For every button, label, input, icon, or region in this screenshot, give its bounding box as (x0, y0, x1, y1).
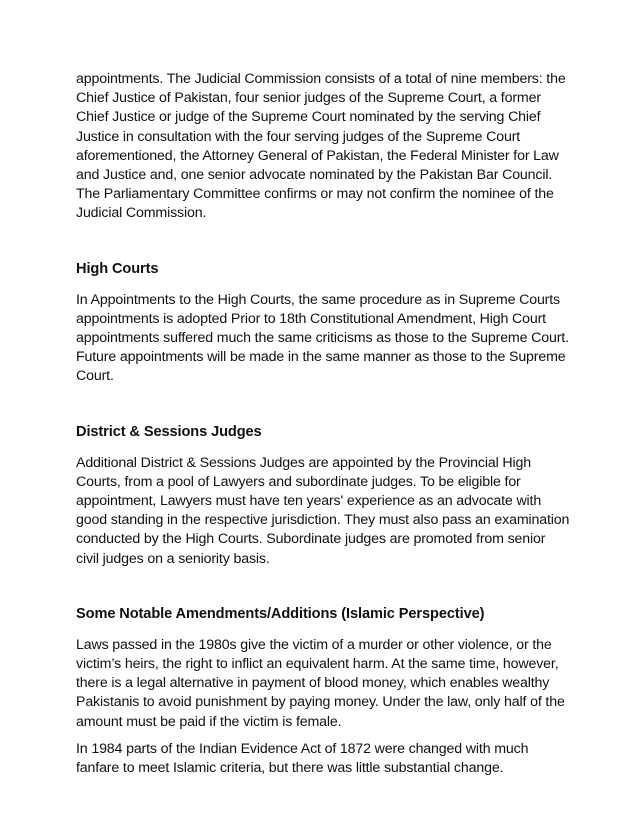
section-heading-district-sessions-judges: District & Sessions Judges (76, 423, 262, 440)
section-high-courts (76, 260, 570, 387)
intro-paragraph: appointments. The Judicial Commission consists of a total of nine members: the Chief Justice of Pakistan, four senior judges of the Supreme Court, a former Chief Justice or judge of the Supreme Court nominated by the serving Chief Justice in consultation with the four serving judges of the Supreme Court aforementioned, the Attorney General of Pakistan, the Federal Minister for Law and Justice and, one senior advocate nominated by the Pakistan Bar Council. The Parliamentary Committee confirms or may not confirm the nominee of the Judicial Commission. (76, 71, 566, 222)
section-paragraph: In 1984 parts of the Indian Evidence Act of 1872 were changed with much fanfare to meet Islamic criteria, but there was little substantial change. (76, 740, 529, 777)
document-page (76, 70, 570, 778)
section-paragraph: In Appointments to the High Courts, the same procedure as in Supreme Courts appointments is adopted Prior to 18th Constitutional Amendment, High Court appointments suffered much the same criticisms as those to the Supreme Court. Future appointments will be made in the same manner as those to the Supreme Court. (76, 291, 569, 385)
section-heading-notable-amendments: Some Notable Amendments/Additions (Islamic Perspective) (76, 605, 485, 622)
section-district-sessions-judges (76, 423, 570, 569)
section-heading-high-courts: High Courts (76, 260, 159, 277)
section-notable-amendments (76, 605, 570, 778)
section-paragraph: Laws passed in the 1980s give the victim of a murder or other violence, or the victim’s heirs, the right to inflict an equivalent harm. At the same time, however, there is a legal alternative in payment of blood money, which enables wealthy Pakistanis to avoid punishment by paying money. Under the law, only half of the amount must be paid if the victim is female. (76, 636, 565, 730)
section-paragraph: Additional District & Sessions Judges are appointed by the Provincial High Courts, from a pool of Lawyers and subordinate judges. To be eligible for appointment, Lawyers must have ten years' experience as an advocate with good standing in the respective jurisdiction. They must also pass an examination conducted by the High Courts. Subordinate judges are promoted from senior civil judges on a seniority basis. (76, 454, 570, 567)
